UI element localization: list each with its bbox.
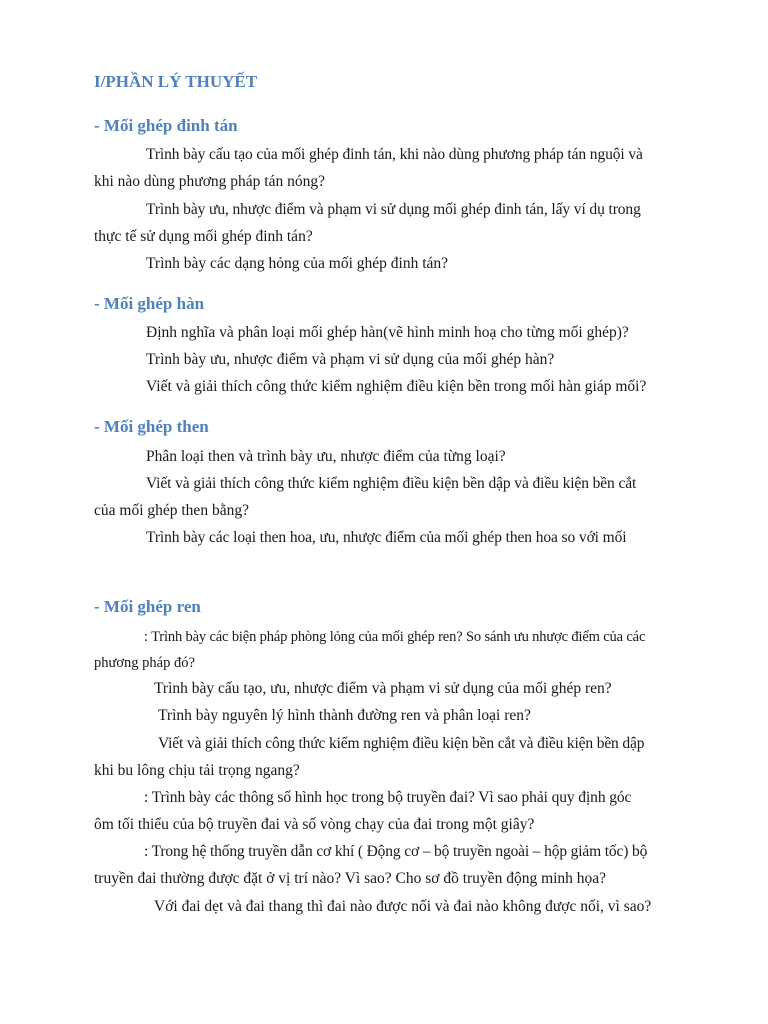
section-heading-dinh-tan: - Mối ghép đinh tán — [94, 116, 238, 135]
paragraph-line: Trình bày các dạng hỏng của mối ghép đinh tán? — [146, 255, 449, 272]
paragraph-line: Với đai dẹt và đai thang thì đai nào được nối và đai nào không được nối, vì sao? — [154, 898, 652, 915]
paragraph-line: khi bu lông chịu tải trọng ngang? — [94, 762, 300, 779]
paragraph-line: Định nghĩa và phân loại mối ghép hàn(vẽ hình minh hoạ cho từng mối ghép)? — [146, 324, 629, 341]
paragraph-line: : Trình bày các thông số hình học trong bộ truyền đai? Vì sao phải quy định góc — [144, 789, 632, 806]
paragraph-line: Viết và giải thích công thức kiểm nghiệm điều kiện bền dập và điều kiện bền cắt — [146, 475, 637, 492]
paragraph-line: : Trình bày các biện pháp phòng lỏng của mối ghép ren? So sánh ưu nhược điểm của các — [144, 629, 646, 645]
paragraph-line: Trình bày cấu tạo, ưu, nhược điểm và phạm vi sử dụng của mối ghép ren? — [154, 680, 612, 697]
paragraph-line: Trình bày nguyên lý hình thành đường ren và phân loại ren? — [158, 707, 531, 724]
page-title: I/PHẦN LÝ THUYẾT — [94, 72, 258, 91]
section-heading-han: - Mối ghép hàn — [94, 294, 205, 313]
paragraph-line: Trình bày ưu, nhược điểm và phạm vi sử dụng mối ghép đinh tán, lấy ví dụ trong — [146, 201, 641, 218]
paragraph-line: Phân loại then và trình bày ưu, nhược điểm của từng loại? — [146, 448, 506, 465]
paragraph-line: Trình bày cấu tạo của mối ghép đinh tán, khi nào dùng phương pháp tán nguội và — [146, 146, 643, 163]
section-heading-then: - Mối ghép then — [94, 417, 209, 436]
paragraph-line: : Trong hệ thống truyền dẫn cơ khí ( Động cơ – bộ truyền ngoài – hộp giảm tốc) bộ — [144, 843, 648, 860]
paragraph-line: ôm tối thiểu của bộ truyền đai và số vòng chạy của đai trong một giây? — [94, 816, 535, 833]
section-heading-ren: - Mối ghép ren — [94, 597, 201, 616]
paragraph-line: của mối ghép then bằng? — [94, 502, 249, 519]
paragraph-line: thực tế sử dụng mối ghép đinh tán? — [94, 228, 313, 245]
paragraph-line: Viết và giải thích công thức kiểm nghiệm điều kiện bền cắt và điều kiện bền dập — [158, 735, 645, 752]
paragraph-line: khi nào dùng phương pháp tán nóng? — [94, 173, 325, 190]
paragraph-line: Trình bày các loại then hoa, ưu, nhược điểm của mối ghép then hoa so với mối — [146, 529, 627, 546]
paragraph-line: truyền đai thường được đặt ở vị trí nào? Vì sao? Cho sơ đồ truyền động minh họa? — [94, 870, 607, 887]
paragraph-line: phương pháp đó? — [94, 655, 195, 671]
paragraph-line: Trình bày ưu, nhược điểm và phạm vi sử dụng của mối ghép hàn? — [146, 351, 555, 368]
paragraph-line: Viết và giải thích công thức kiểm nghiệm điều kiện bền trong mối hàn giáp mối? — [146, 378, 647, 395]
